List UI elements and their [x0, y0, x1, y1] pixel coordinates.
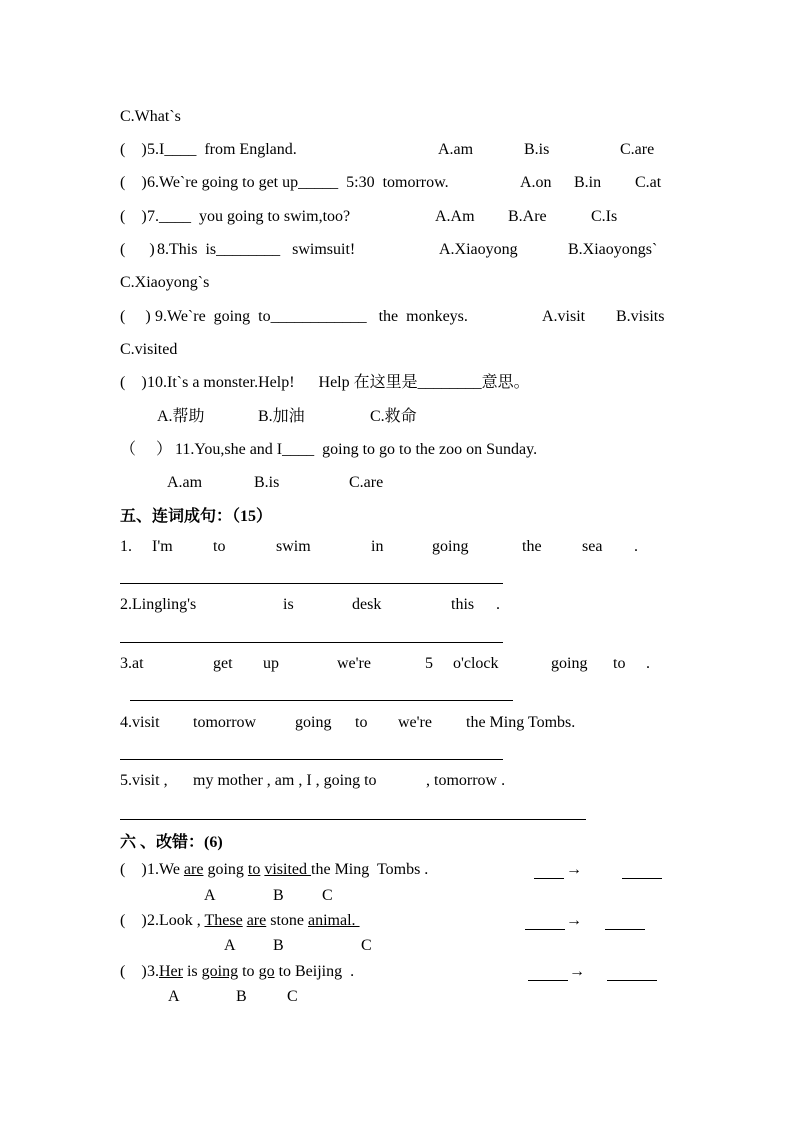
- option-c: C.are: [349, 474, 384, 491]
- answer-line-2[interactable]: [120, 642, 503, 643]
- answer-line-1[interactable]: [120, 583, 503, 584]
- word: going: [551, 655, 588, 672]
- underlined-a: These: [204, 912, 243, 929]
- word: this: [451, 596, 475, 613]
- word: I'm: [152, 538, 173, 555]
- label-c: C: [287, 988, 298, 1005]
- answer-paren[interactable]: ( ): [120, 208, 147, 225]
- option-a: A.am: [438, 141, 474, 158]
- word: to: [213, 538, 226, 555]
- answer-paren[interactable]: ( ): [120, 308, 151, 325]
- word: 4.visit: [120, 714, 160, 731]
- option-a: A.am: [167, 474, 203, 491]
- word: to: [355, 714, 368, 731]
- word: .: [496, 596, 500, 613]
- text: the Ming Tombs .: [311, 861, 429, 878]
- label-a: A: [224, 937, 236, 954]
- option-b: B.Xiaoyongs`: [568, 241, 658, 258]
- option-c: C.are: [620, 141, 655, 158]
- underlined-c: animal.: [308, 912, 360, 929]
- sentence: [147, 962, 354, 982]
- section-5-heading: 五、连词成句：（15）: [120, 508, 273, 525]
- text: We: [159, 861, 184, 878]
- label-b: B: [236, 988, 247, 1005]
- text: to Beijing .: [274, 963, 355, 980]
- option-b: B.Are: [508, 208, 547, 225]
- answer-paren[interactable]: ( ): [120, 963, 147, 980]
- underlined-b: are: [246, 912, 267, 929]
- question-stem: 11.You,she and I____ going to go to the zoo on Sunday.: [175, 441, 538, 458]
- underlined-c: visited: [264, 861, 312, 878]
- option-a: A.帮助: [157, 408, 205, 425]
- answer-line-5[interactable]: [120, 819, 586, 820]
- question-stem: 9.We`re going to____________ the monkeys.: [155, 308, 468, 325]
- section-6-heading: 六 、改错：(6): [120, 834, 223, 851]
- answer-paren[interactable]: ( ): [120, 861, 147, 878]
- question-stem: 10.It`s a monster.Help! Help 在这里是________意思。: [147, 374, 530, 391]
- underlined-a: Her: [159, 963, 183, 980]
- correct-blank[interactable]: [607, 980, 657, 981]
- sentence: [147, 911, 360, 931]
- word: desk: [352, 596, 382, 613]
- option-b: B.in: [574, 174, 602, 191]
- word: swim: [276, 538, 311, 555]
- label-a: A: [204, 887, 216, 904]
- word: , tomorrow .: [426, 772, 506, 789]
- num: 1.: [147, 861, 159, 878]
- wrong-blank[interactable]: [534, 878, 564, 879]
- underlined-b: to: [247, 861, 261, 878]
- word: tomorrow: [193, 714, 257, 731]
- option-c: C.Xiaoyong`s: [120, 274, 210, 291]
- label-c: C: [361, 937, 372, 954]
- text: is: [182, 963, 202, 980]
- text: Look ,: [159, 912, 205, 929]
- label-b: B: [273, 887, 284, 904]
- text: stone: [266, 912, 308, 929]
- word: the: [522, 538, 542, 555]
- wrong-blank[interactable]: [525, 929, 565, 930]
- option-b: B.加油: [258, 408, 305, 425]
- text: to: [238, 963, 259, 980]
- word: 3.at: [120, 655, 144, 672]
- answer-paren[interactable]: ( ): [120, 241, 155, 258]
- arrow-icon: →: [569, 963, 585, 980]
- question-stem: 6.We`re going to get up_____ 5:30 tomorrow.: [147, 174, 449, 191]
- num: 2.: [147, 912, 159, 929]
- answer-paren[interactable]: ( ): [120, 912, 147, 929]
- word: .: [634, 538, 638, 555]
- word: going: [432, 538, 469, 555]
- option-a: A.visit: [542, 308, 586, 325]
- word: we're: [337, 655, 371, 672]
- arrow-icon: →: [566, 861, 582, 878]
- word: we're: [398, 714, 432, 731]
- wrong-blank[interactable]: [528, 980, 568, 981]
- option-a: A.on: [520, 174, 552, 191]
- option-c: C.visited: [120, 341, 178, 358]
- option-c: C.at: [635, 174, 662, 191]
- word: 1.: [120, 538, 132, 555]
- option-a: A.Am: [435, 208, 475, 225]
- word: get: [213, 655, 233, 672]
- word: o'clock: [453, 655, 499, 672]
- correct-blank[interactable]: [605, 929, 645, 930]
- option-b: B.visits: [616, 308, 665, 325]
- underlined-a: are: [183, 861, 204, 878]
- q4-option-carry: C.What`s: [120, 108, 181, 125]
- answer-line-4[interactable]: [120, 759, 503, 760]
- option-c: C.救命: [370, 408, 417, 425]
- sentence: [147, 860, 428, 880]
- arrow-icon: →: [566, 912, 582, 929]
- answer-paren[interactable]: ( ): [120, 374, 147, 391]
- question-stem: 7.____ you going to swim,too?: [147, 208, 351, 225]
- word: the Ming Tombs.: [466, 714, 576, 731]
- option-b: B.is: [524, 141, 550, 158]
- correct-blank[interactable]: [622, 878, 662, 879]
- word: my mother , am , I , going to: [193, 772, 377, 789]
- answer-paren[interactable]: ( ): [120, 141, 147, 158]
- option-a: A.Xiaoyong: [439, 241, 518, 258]
- word: to: [613, 655, 626, 672]
- word: 2.Lingling's: [120, 596, 197, 613]
- word: up: [263, 655, 279, 672]
- word: sea: [582, 538, 603, 555]
- text: going: [203, 861, 248, 878]
- underlined-c: go: [258, 963, 275, 980]
- word: is: [283, 596, 294, 613]
- word: 5: [425, 655, 433, 672]
- answer-paren[interactable]: ( ): [120, 174, 147, 191]
- question-stem: 5.I____ from England.: [147, 141, 297, 158]
- label-a: A: [168, 988, 180, 1005]
- answer-paren[interactable]: （ ）: [120, 441, 173, 458]
- option-b: B.is: [254, 474, 280, 491]
- option-c: C.Is: [591, 208, 618, 225]
- label-c: C: [322, 887, 333, 904]
- word: .: [646, 655, 650, 672]
- word: going: [295, 714, 332, 731]
- underlined-b: going: [201, 963, 239, 980]
- question-stem: 8.This is________ swimsuit!: [157, 241, 356, 258]
- answer-line-3[interactable]: [130, 700, 513, 701]
- word: in: [371, 538, 384, 555]
- num: 3.: [147, 963, 159, 980]
- label-b: B: [273, 937, 284, 954]
- word: 5.visit ,: [120, 772, 168, 789]
